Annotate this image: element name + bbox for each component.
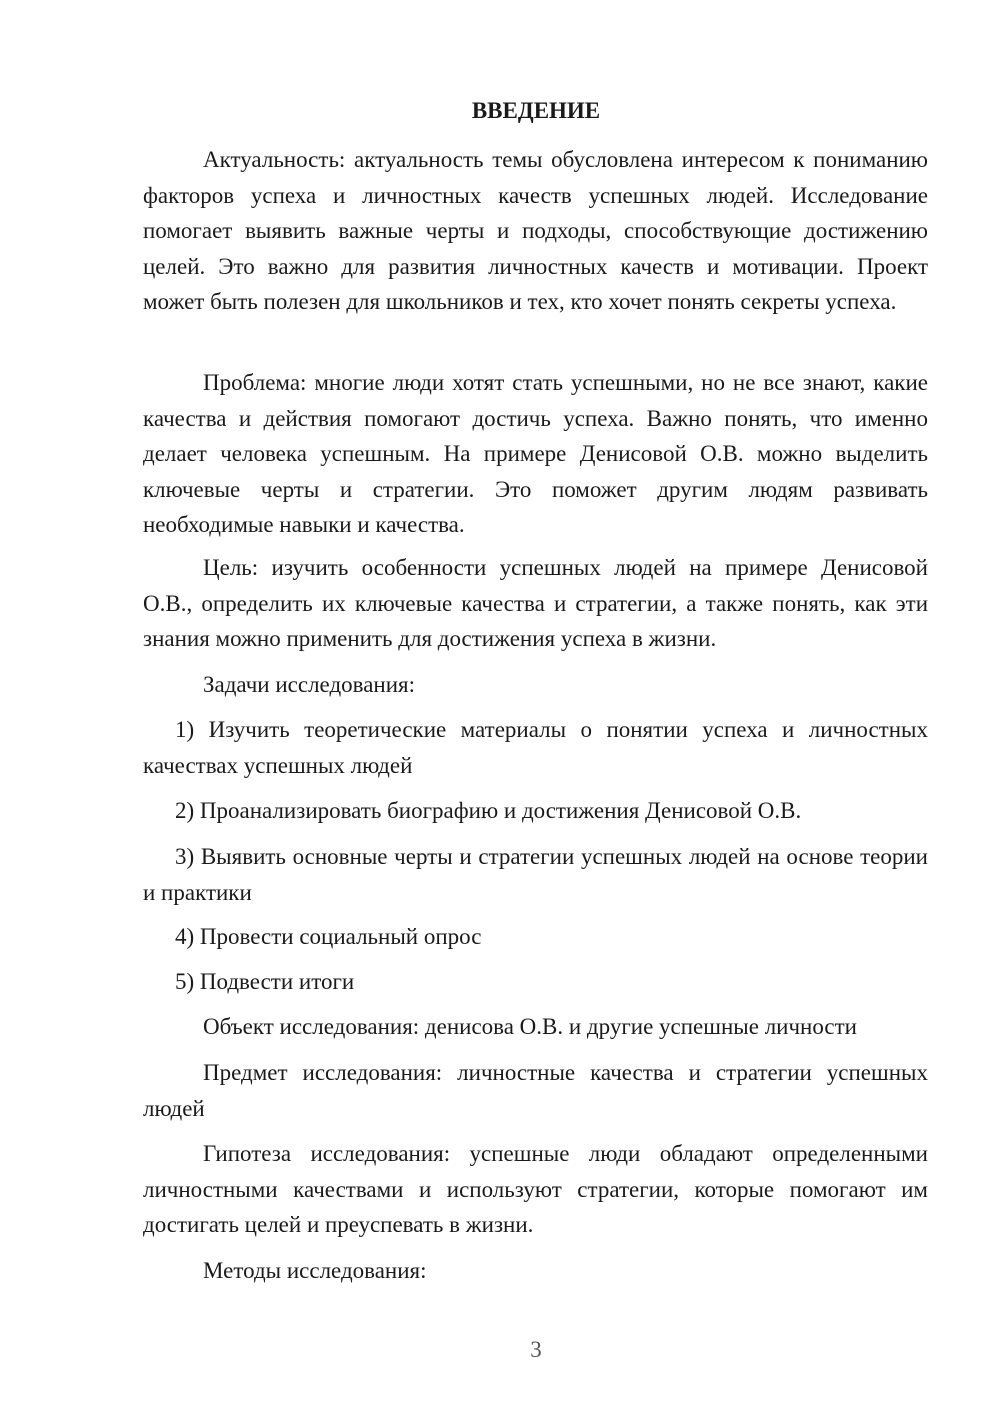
- hypothesis-paragraph: Гипотеза исследования: успешные люди обладают определенными личностными качествами и используют стратегии, которые помогают им достигать целей и преуспевать в жизни.: [143, 1141, 928, 1237]
- task-item-3: 3) Выявить основные черты и стратегии успешных людей на основе теории и практики: [143, 844, 928, 905]
- task-item-5: 5) Подвести итоги: [175, 969, 355, 994]
- page-number: 3: [530, 1337, 542, 1362]
- relevance-paragraph: Актуальность: актуальность темы обусловлена интересом к пониманию факторов успеха и личностных качеств успешных людей. Исследование помогает выявить важные черты и подходы, способствующие достижению целей. Это важно для развития личностных качеств и мотивации. Проект может быть полезен для школьников и тех, кто хочет понять секреты успеха.: [143, 147, 928, 314]
- methods-heading: Методы исследования:: [203, 1258, 427, 1283]
- task-item-4: 4) Провести социальный опрос: [175, 924, 482, 949]
- task-item-1: 1) Изучить теоретические материалы о понятии успеха и личностных качествах успешных людей: [143, 717, 928, 778]
- page-title: ВВЕДЕНИЕ: [471, 98, 601, 123]
- problem-paragraph: Проблема: многие люди хотят стать успешными, но не все знают, какие качества и действия помогают достичь успеха. Важно понять, что именно делает человека успешным. На примере Денисовой О.В. можно выделить ключевые черты и стратегии. Это поможет другим людям развивать необходимые навыки и качества.: [143, 370, 928, 537]
- goal-paragraph: Цель: изучить особенности успешных людей на примере Денисовой О.В., определить их ключевые качества и стратегии, а также понять, как эти знания можно применить для достижения успеха в жизни.: [143, 555, 928, 651]
- tasks-heading: Задачи исследования:: [203, 672, 416, 697]
- object-paragraph: Объект исследования: денисова О.В. и другие успешные личности: [203, 1014, 857, 1039]
- subject-paragraph: Предмет исследования: личностные качества и стратегии успешных людей: [143, 1060, 928, 1121]
- task-item-2: 2) Проанализировать биографию и достижения Денисовой О.В.: [175, 798, 802, 823]
